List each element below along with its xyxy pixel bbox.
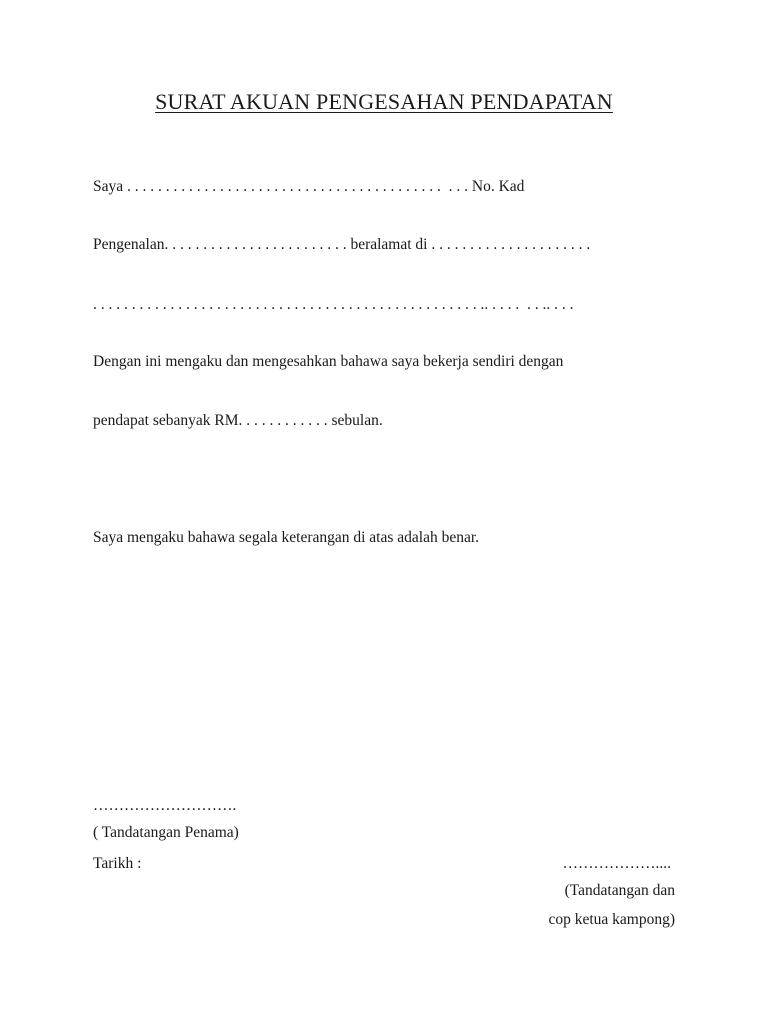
document-title-text: SURAT AKUAN PENGESAHAN PENDAPATAN — [155, 89, 613, 114]
declaration-line-1: Dengan ini mengaku dan mengesahkan bahawa saya bekerja sendiri dengan — [93, 353, 564, 370]
village-head-signature-label-2: cop ketua kampong) — [548, 911, 675, 928]
name-line: Saya . . . . . . . . . . . . . . . . . . . . . . . . . . . . . . . . . . . . . . . . . . . . No. Kad — [93, 178, 525, 195]
date-label: Tarikh : — [93, 855, 142, 872]
village-head-signature-dots: ……………….... — [562, 855, 671, 872]
village-head-signature-label-1: (Tandatangan dan — [564, 882, 675, 899]
applicant-signature-dots: ………………………. — [93, 797, 237, 814]
confirmation-line: Saya mengaku bahawa segala keterangan di atas adalah benar. — [93, 529, 480, 546]
declaration-line-2: pendapat sebanyak RM. . . . . . . . . . . . sebulan. — [93, 412, 383, 429]
document-title — [0, 89, 768, 115]
address-continuation-line: . . . . . . . . . . . . . . . . . . . . . . . . . . . . . . . . . . . . . . . . . . . . . . . . . . .. . . . . . . .. . . . — [93, 296, 574, 313]
applicant-signature-label: ( Tandatangan Penama) — [93, 824, 239, 841]
ic-address-line: Pengenalan. . . . . . . . . . . . . . . . . . . . . . . . beralamat di . . . . . . . . . . . . . . . . . . . . . — [93, 236, 591, 253]
